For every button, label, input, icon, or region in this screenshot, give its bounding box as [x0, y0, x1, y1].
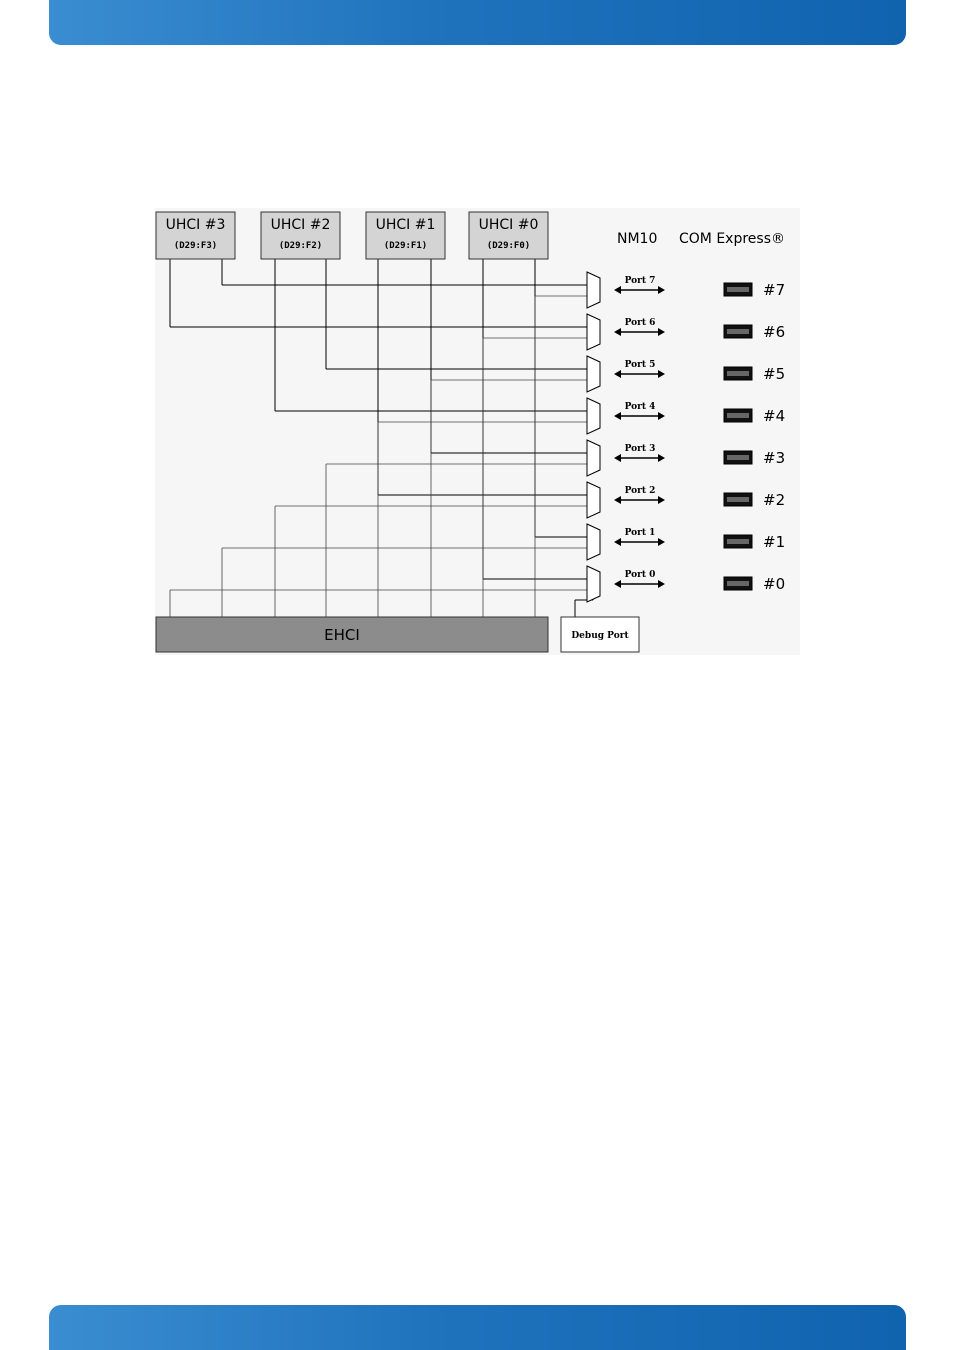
port-label: Port 2 [624, 486, 656, 496]
usb-connector-icon [724, 535, 752, 548]
ehci-label: EHCI [324, 626, 360, 644]
connector-number: #7 [763, 281, 786, 299]
diagram-background [155, 208, 800, 655]
debug-port [561, 617, 639, 652]
connector-number: #4 [763, 407, 786, 425]
debug-port-label: Debug Port [571, 631, 629, 641]
nm10-header: NM10 [617, 231, 658, 247]
ehci-controller [156, 617, 548, 652]
uhci-controller-1 [366, 212, 445, 259]
connector-number: #0 [763, 575, 786, 593]
usb-connector-icon [724, 283, 752, 296]
uhci-controller-2 [261, 212, 340, 259]
port-mux [587, 566, 600, 602]
usb-connector-icon [724, 367, 752, 380]
uhci-id: (D29:F2) [278, 241, 323, 251]
connector-number: #2 [763, 491, 786, 509]
uhci-controller-0 [469, 212, 548, 259]
port-label: Port 0 [624, 570, 656, 580]
port-mux [587, 314, 600, 350]
port-label: Port 7 [624, 276, 656, 286]
connector-number: #1 [763, 533, 786, 551]
port-label: Port 6 [624, 318, 656, 328]
uhci-id: (D29:F3) [173, 241, 218, 251]
port-mux [587, 356, 600, 392]
uhci-id: (D29:F0) [486, 241, 531, 251]
usb-connector-icon [724, 409, 752, 422]
uhci-id: (D29:F1) [383, 241, 428, 251]
usb-connector-icon [724, 577, 752, 590]
usb-connector-icon [724, 325, 752, 338]
usb-connector-icon [724, 493, 752, 506]
uhci-name: UHCI #0 [478, 217, 539, 233]
port-mux [587, 482, 600, 518]
port-label: Port 1 [624, 528, 656, 538]
usb-connector-icon [724, 451, 752, 464]
port-mux [587, 398, 600, 434]
connector-number: #5 [763, 365, 786, 383]
port-label: Port 4 [624, 402, 656, 412]
port-mux [587, 440, 600, 476]
uhci-name: UHCI #2 [270, 217, 331, 233]
uhci-controller-3 [156, 212, 235, 259]
port-mux [587, 272, 600, 308]
connector-number: #6 [763, 323, 786, 341]
port-label: Port 3 [624, 444, 656, 454]
com-express-header: COM Express® [679, 231, 785, 247]
port-label: Port 5 [624, 360, 656, 370]
uhci-name: UHCI #1 [375, 217, 436, 233]
port-mux [587, 524, 600, 560]
uhci-name: UHCI #3 [165, 217, 226, 233]
connector-number: #3 [763, 449, 786, 467]
